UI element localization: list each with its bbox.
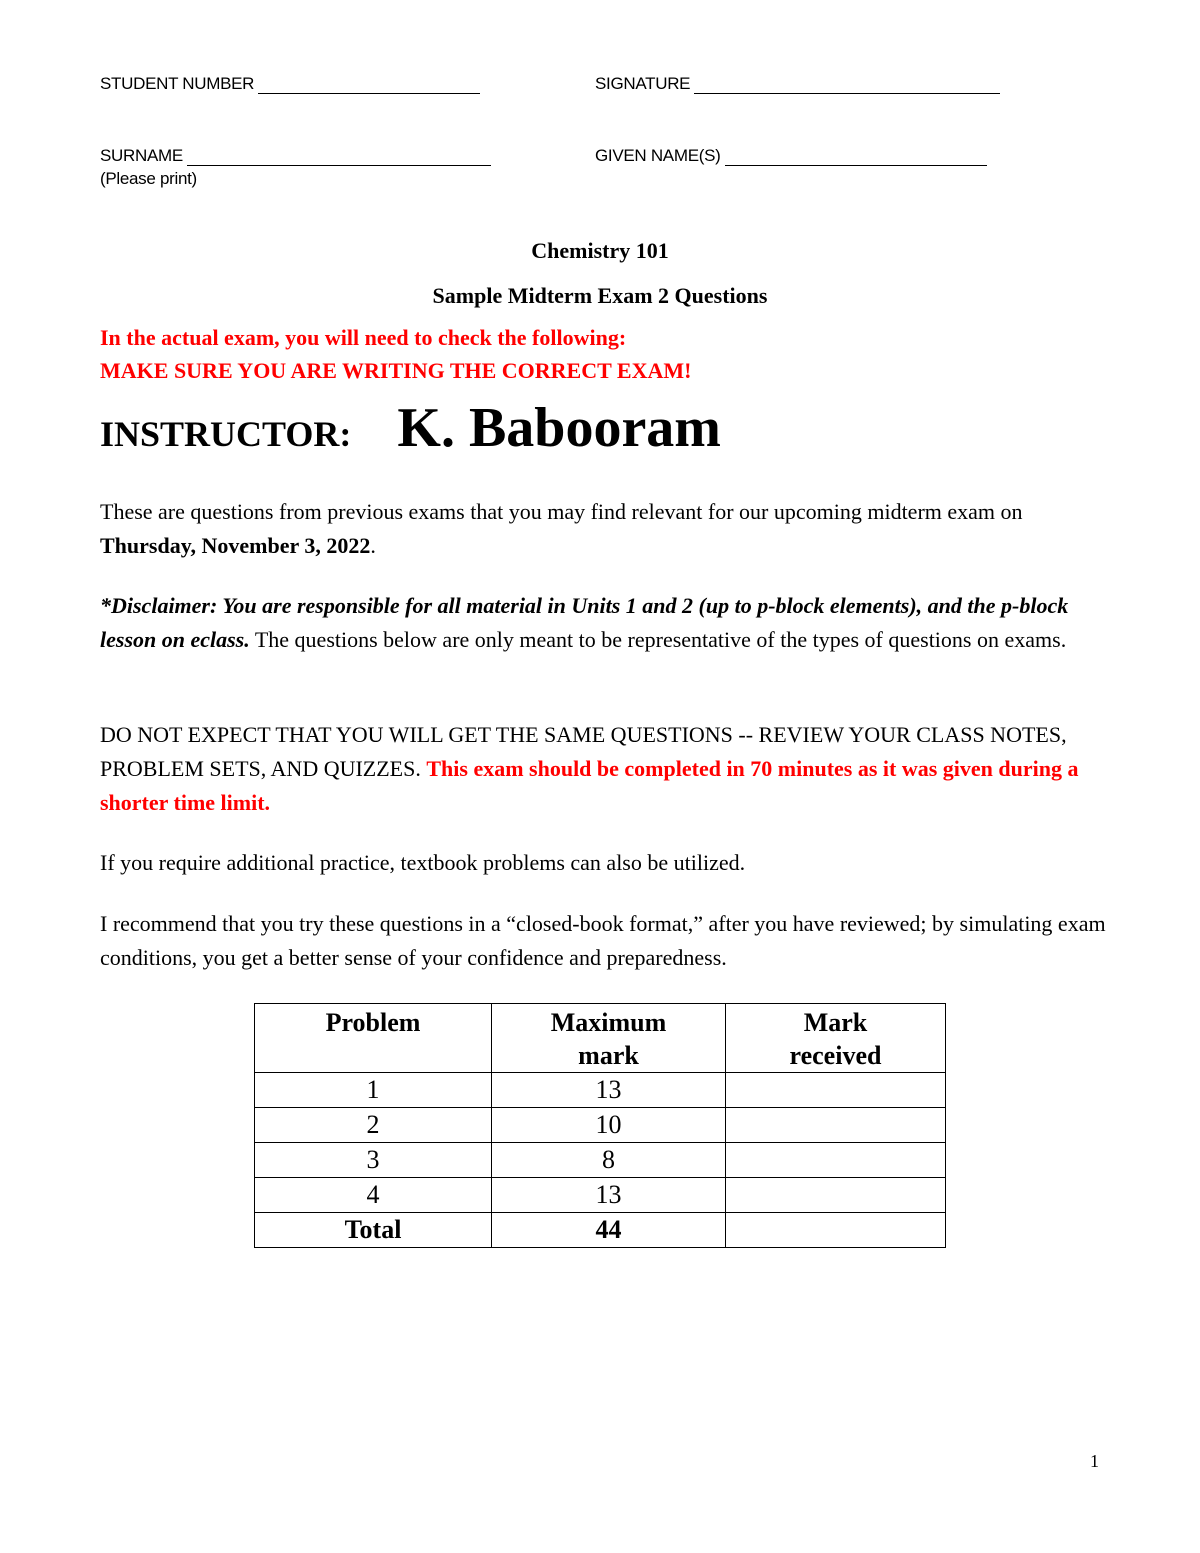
problem-cell: 4 [255, 1178, 492, 1213]
student-number-field [100, 74, 480, 94]
marks-table-header [255, 1004, 946, 1073]
marks-table [254, 1003, 946, 1248]
surname-line[interactable] [187, 149, 491, 166]
header-maximum-mark: Maximum mark [492, 1004, 726, 1073]
time-limit-note: This exam should be completed in 70 minutes as it was given during a shorter time limit. [100, 756, 1079, 815]
total-value-cell: 44 [492, 1213, 726, 1248]
total-received-cell[interactable] [726, 1213, 946, 1248]
mark-received-cell[interactable] [726, 1073, 946, 1108]
exam-title: Sample Midterm Exam 2 Questions [432, 283, 768, 308]
disclaimer-text: The questions below are only meant to be representative of the types of questions on exams. [249, 627, 1067, 652]
problem-cell: 1 [255, 1073, 492, 1108]
review-paragraph [100, 718, 1110, 820]
instructor-heading [100, 396, 721, 460]
intro-text: These are questions from previous exams that you may find relevant for our upcoming midterm exam on [100, 499, 1023, 524]
header-problem: Problem [255, 1004, 492, 1073]
disclaimer-emphasis: *Disclaimer: You are responsible for all material in Units 1 and 2 (up to p-block elements), and the p-block lesson on eclass. [100, 593, 1069, 652]
problem-cell: 3 [255, 1143, 492, 1178]
problem-cell: 2 [255, 1108, 492, 1143]
max-mark-cell: 8 [492, 1143, 726, 1178]
intro-paragraph [100, 495, 1110, 563]
warning-line-1: In the actual exam, you will need to check the following: [100, 325, 627, 350]
total-label-cell: Total [255, 1213, 492, 1248]
exam-date: Thursday, November 3, 2022 [100, 533, 371, 558]
max-mark-cell: 13 [492, 1178, 726, 1213]
mark-received-cell[interactable] [726, 1143, 946, 1178]
surname-field [100, 146, 491, 166]
course-title: Chemistry 101 [531, 238, 669, 263]
table-row [255, 1178, 946, 1213]
student-number-line[interactable] [258, 77, 480, 94]
instructor-name: K. Babooram [397, 397, 721, 459]
signature-field [595, 74, 1000, 94]
student-number-label: STUDENT NUMBER [100, 74, 255, 93]
mark-received-cell[interactable] [726, 1108, 946, 1143]
intro-end: . [370, 533, 376, 558]
mark-received-cell[interactable] [726, 1178, 946, 1213]
recommendation-paragraph: I recommend that you try these questions in a “closed-book format,” after you have reviewed; by simulating exam conditions, you get a better sense of your confidence and preparedness. [100, 911, 1106, 970]
header-mark-received: Mark received [726, 1004, 946, 1073]
max-mark-cell: 10 [492, 1108, 726, 1143]
signature-label: SIGNATURE [595, 74, 691, 93]
instructor-label: INSTRUCTOR: [100, 414, 352, 454]
total-row [255, 1213, 946, 1248]
practice-paragraph: If you require additional practice, textbook problems can also be utilized. [100, 850, 746, 875]
review-text: DO NOT EXPECT THAT YOU WILL GET THE SAME QUESTIONS -- REVIEW YOUR CLASS NOTES, PROBLEM SETS, AND QUIZZES. [100, 722, 1067, 781]
signature-line[interactable] [694, 77, 1000, 94]
given-names-line[interactable] [725, 149, 987, 166]
table-row [255, 1073, 946, 1108]
table-row [255, 1143, 946, 1178]
warning-line-2: MAKE SURE YOU ARE WRITING THE CORRECT EXAM! [100, 358, 692, 383]
disclaimer-paragraph [100, 589, 1110, 657]
given-names-field [595, 146, 987, 166]
please-print-note: (Please print) [100, 169, 197, 188]
table-row [255, 1108, 946, 1143]
given-names-label: GIVEN NAME(S) [595, 146, 721, 165]
max-mark-cell: 13 [492, 1073, 726, 1108]
surname-label: SURNAME [100, 146, 183, 165]
page-number: 1 [1090, 1451, 1099, 1471]
